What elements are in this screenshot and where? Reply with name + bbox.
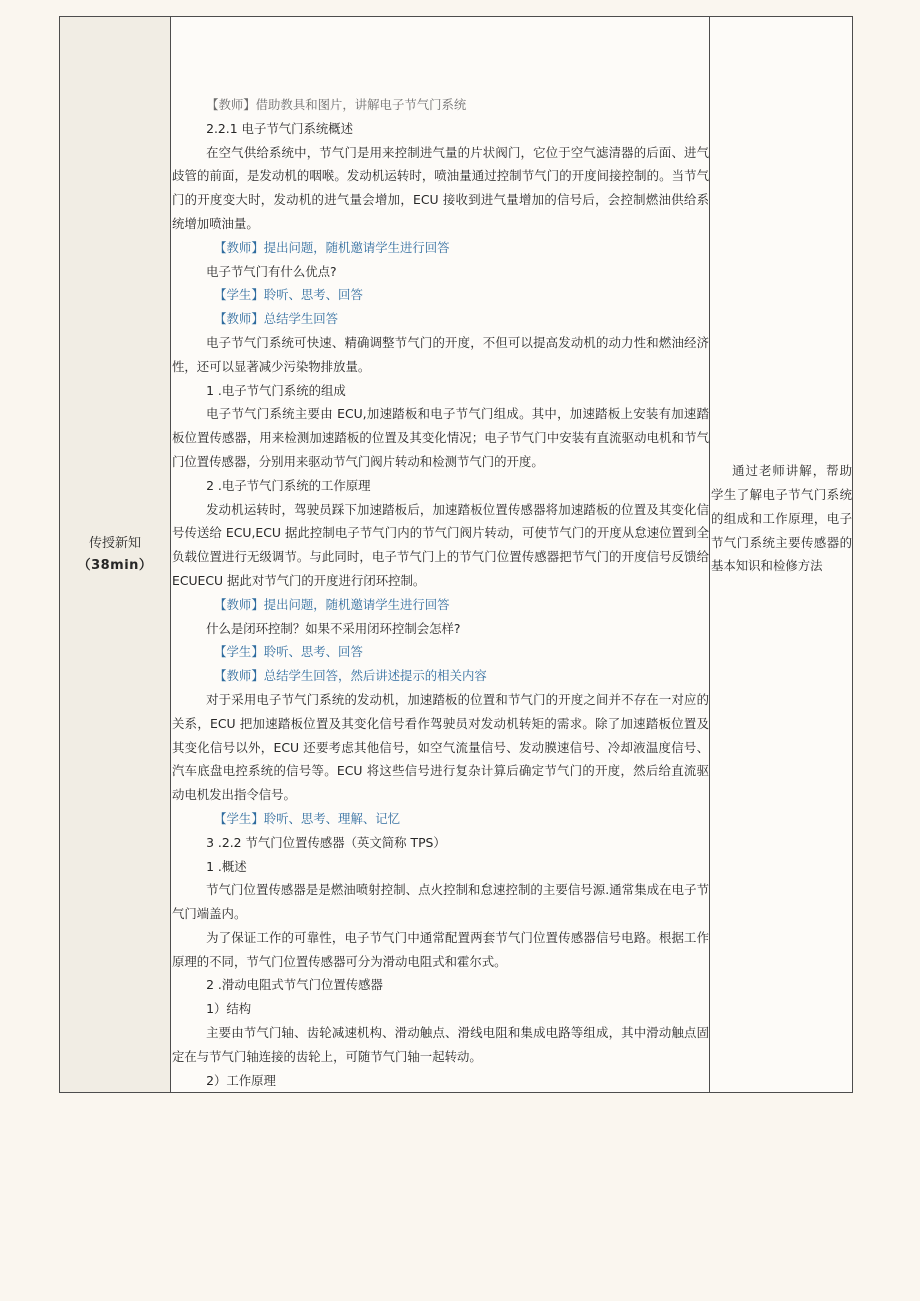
section-heading: 2 .滑动电阻式节气门位置传感器 bbox=[206, 977, 383, 993]
paragraph: 电子节气门系统可快速、精确调整节气门的开度，不但可以提高发动机的动力性和燃油经济性，还可以显著减少污染物排放量。 bbox=[172, 334, 709, 374]
section-heading: 1 .概述 bbox=[206, 858, 247, 874]
content-body bbox=[171, 17, 709, 1092]
student-activity: 【学生】聆听、思考、理解、记忆 bbox=[214, 810, 401, 826]
student-activity: 【学生】聆听、思考、回答 bbox=[214, 644, 363, 660]
paragraph: 节气门位置传感器是是燃油喷射控制、点火控制和怠速控制的主要信号源.通常集成在电子节气门端盖内。 bbox=[172, 882, 709, 922]
section-heading: 2）工作原理 bbox=[206, 1072, 276, 1088]
paragraph: 对于采用电子节气门系统的发动机，加速踏板的位置和节气门的开度之间并不存在一对应的关系，ECU 把加速踏板位置及其变化信号看作驾驶员对发动机转矩的需求。除了加速踏板位置及其变化信号以外，ECU 还要考虑其他信号，如空气流量信号、发动膜速信号、冷却液温度信号、汽车底盘电控系统的信号等。ECU 将这些信号进行复杂计算后确定节气门的开度，然后给直流驱动电机发出指令信号。 bbox=[172, 691, 709, 803]
question: 什么是闭环控制？如果不采用闭环控制会怎样? bbox=[206, 620, 461, 636]
student-activity: 【学生】聆听、思考、回答 bbox=[214, 287, 363, 303]
section-heading: 1 .电子节气门系统的组成 bbox=[206, 382, 346, 398]
teacher-prompt: 【教师】提出问题，随机邀请学生进行回答 bbox=[214, 596, 450, 612]
teacher-prompt: 【教师】总结学生回答 bbox=[214, 311, 339, 327]
table-row bbox=[60, 17, 853, 1093]
lesson-plan-table bbox=[59, 16, 853, 1093]
question: 电子节气门有什么优点? bbox=[206, 263, 337, 279]
content-cell bbox=[171, 17, 710, 1093]
paragraph: 电子节气门系统主要由 ECU,加速踏板和电子节气门组成。其中，加速踏板上安装有加速踏板位置传感器，用来检测加速踏板的位置及其变化情况；电子节气门中安装有直流驱动电机和节气门位置传感器，分别用来驱动节气门阀片转动和检测节气门的开度。 bbox=[172, 406, 709, 469]
paragraph: 主要由节气门轴、齿轮减速机构、滑动触点、滑线电阻和集成电路等组成，其中滑动触点固定在与节气门轴连接的齿轮上，可随节气门轴一起转动。 bbox=[172, 1025, 709, 1064]
section-heading: 2.2.1 电子节气门系统概述 bbox=[206, 120, 354, 136]
purpose-cell bbox=[710, 17, 853, 1093]
stage-time: （38min） bbox=[77, 557, 153, 573]
paragraph: 【教师】借助教具和图片，讲解电子节气门系统 bbox=[206, 97, 467, 112]
paragraph: 在空气供给系统中，节气门是用来控制进气量的片状阀门，它位于空气滤清器的后面、进气歧管的前面，是发动机的咽喉。发动机运转时，喷油量通过控制节气门的开度间接控制的。当节气门的开度变大时，发动机的进气量会增加，ECU 接收到进气量增加的信号后，会控制燃油供给系统增加喷油量。 bbox=[172, 144, 709, 231]
section-heading: 1）结构 bbox=[206, 1001, 252, 1017]
purpose-text: 通过老师讲解，帮助学生了解电子节气门系统的组成和工作原理，电子节气门系统主要传感器的基本知识和检修方法 bbox=[711, 463, 852, 574]
stage-title: 传授新知 bbox=[88, 535, 141, 551]
paragraph: 为了保证工作的可靠性，电子节气门中通常配置两套节气门位置传感器信号电路。根据工作原理的不同，节气门位置传感器可分为滑动电阻式和霍尔式。 bbox=[172, 929, 709, 969]
section-heading: 2 .电子节气门系统的工作原理 bbox=[206, 477, 371, 493]
teacher-prompt: 【教师】提出问题，随机邀请学生进行回答 bbox=[214, 239, 450, 255]
teacher-prompt: 【教师】总结学生回答，然后讲述提示的相关内容 bbox=[214, 668, 487, 684]
paragraph: 发动机运转时，驾驶员踩下加速踏板后，加速踏板位置传感器将加速踏板的位置及其变化信号传送给 ECU,ECU 据此控制电子节气门内的节气门阀片转动，可使节气门的开度从怠速位置到全负载位置进行无级调节。与此同时，电子节气门上的节气门位置传感器把节气门的开度信号反馈给 ECUECU 据此对节气门的开度进行闭环控制。 bbox=[172, 501, 709, 588]
stage-cell bbox=[60, 17, 171, 1093]
section-heading: 3 .2.2 节气门位置传感器（英文简称 TPS） bbox=[206, 834, 446, 850]
